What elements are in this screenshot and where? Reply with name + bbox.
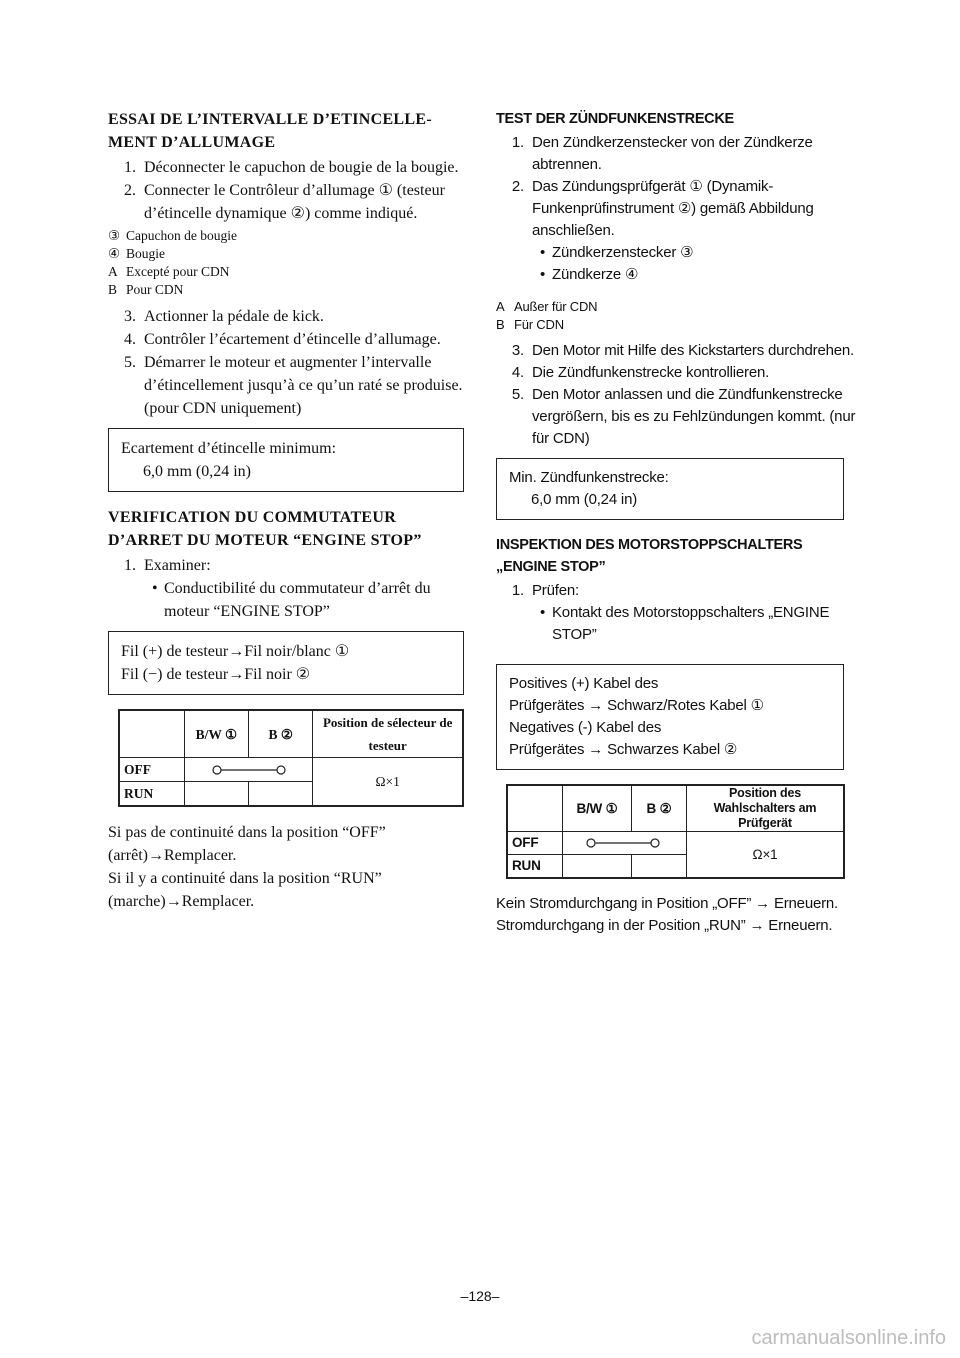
de-continuity-table [506,784,845,879]
de-step-3: 3. Den Motor mit Hilfe des Kickstarters durchdrehen. [511,342,854,359]
de-legend-item: A Außer für CDN [496,299,598,314]
page-number: –128– [460,1288,500,1304]
fr-step-5: 5. Démarrer le moteur et augmenter l’intervalle d’étincellement jusqu’à ce qu’un raté se produise. (pour CDN uniquement) [124,354,463,417]
fr-steps-1 [108,156,464,225]
de-steps-3 [496,580,856,602]
fr-table-header: B/W ① [184,710,248,758]
de-heading-engine-stop: INSPEKTION DES MOTORSTOPPSCHALTERS „ENGINE STOP” [496,537,803,575]
watermark: carmanualsonline.info [751,1327,946,1349]
de-table-header: B/W ① [563,785,632,832]
bullet-icon: • [540,266,546,283]
fr-spec-label: Ecartement d’étincelle minimum: [121,440,337,457]
fr-lead-positive: Fil (+) de testeur→Fil noir/blanc ① [121,643,350,660]
fr-heading-engine-stop: VERIFICATION DU COMMUTATEUR D’ARRET DU MOTEUR “ENGINE STOP” [108,509,422,549]
fr-table-corner [119,710,184,758]
bullet-icon: • [152,580,158,597]
fr-step-2: 2. Connecter le Contrôleur d’allumage ① (testeur d’étincelle dynamique ②) comme indiqué. [124,182,445,222]
fr-table-row-label: OFF [119,758,184,782]
de-table-range: Ω×1 [687,832,845,879]
de-table-cell [563,855,632,879]
fr-legend-item: ④ Bougie [108,246,165,261]
de-step-1: 1. Den Zündkerzenstecker von der Zündkerze abtrennen. [511,134,813,173]
fr-table-row-label: RUN [119,782,184,807]
fr-table-cell [184,782,248,807]
fr-legend-item: B Pour CDN [108,282,184,297]
de-spec-box [496,458,844,520]
de-leads-box [496,664,844,770]
fr-step-examine: 1. Examiner: [124,557,211,574]
de-step-2: 2. Das Zündungsprüfgerät ① (Dynamik-Funkenprüfinstrument ②) gemäß Abbildung anschließen. [511,178,814,239]
continuity-connector [184,758,313,782]
de-table-cell [632,855,687,879]
fr-table-cell [249,782,313,807]
de-para: Kein Stromdurchgang in Position „OFF” → Erneuern. [496,895,839,912]
de-lead-line: Prüfgerätes → Schwarz/Rotes Kabel ① [509,697,764,714]
fr-legend-item: ③ Capuchon de bougie [108,228,237,243]
de-step-5: 5. Den Motor anlassen und die Zündfunkenstrecke vergrößern, bis es zu Fehlzündungen kommt. (nur für CDN) [511,386,856,447]
fr-table-header: Position de sélecteur de testeur [313,710,463,758]
fr-continuity-table [118,709,464,807]
fr-table-range: Ω×1 [313,758,463,807]
fr-steps-3 [108,554,464,577]
fr-table-header: B ② [249,710,313,758]
fr-step-3: 3. Actionner la pédale de kick. [124,308,324,325]
fr-legend-item: A Excepté pour CDN [108,264,230,279]
fr-spec-box [108,428,464,492]
fr-leads-box [108,631,464,695]
de-heading-spark-gap-test: TEST DER ZÜNDFUNKENSTRECKE [496,111,734,127]
german-column [496,108,856,937]
fr-step-4: 4. Contrôler l’écartement d’étincelle d’allumage. [124,331,441,348]
bullet-icon: • [540,244,546,261]
de-lead-line: Positives (+) Kabel des [509,675,659,692]
de-step-4: 4. Die Zündfunkenstrecke kontrollieren. [511,364,770,381]
de-table-header: Position des Wahlschalters am Prüfgerät [687,785,845,832]
de-lead-line: Prüfgerätes → Schwarzes Kabel ② [509,741,738,758]
de-table-row-label: OFF [507,832,563,855]
fr-steps-2 [108,305,464,420]
de-bullet: • Zündkerzenstecker ③ [496,242,856,264]
fr-spec-value: 6,0 mm (0,24 in) [143,463,251,480]
fr-para: Si il y a continuité dans la position “RUN” (marche)→Remplacer. [108,870,382,910]
de-legend-item: B Für CDN [496,317,564,332]
de-bullet: • Kontakt des Motorstoppschalters „ENGINE STOP” [496,602,856,646]
de-steps-1 [496,132,856,242]
de-legend [496,298,856,334]
de-steps-2 [496,340,856,450]
fr-lead-negative: Fil (−) de testeur→Fil noir ② [121,666,311,683]
de-para: Stromdurchgang in der Position „RUN” → Erneuern. [496,917,833,934]
de-lead-line: Negatives (-) Kabel des [509,719,662,736]
continuity-connector [563,832,687,855]
fr-step-1: 1. Déconnecter le capuchon de bougie de la bougie. [124,159,459,176]
bullet-icon: • [540,604,546,621]
de-table-row-label: RUN [507,855,563,879]
de-table-header: B ② [632,785,687,832]
de-bullet: • Zündkerze ④ [496,264,856,286]
french-column [108,108,464,913]
de-spec-label: Min. Zündfunkenstrecke: [509,469,669,486]
de-step-examine: 1. Prüfen: [511,582,579,599]
de-table-corner [507,785,563,832]
de-spec-value: 6,0 mm (0,24 in) [531,491,638,508]
fr-legend [108,227,464,299]
fr-heading-spark-gap-test: ESSAI DE L’INTERVALLE D’ETINCELLE-MENT D’ALLUMAGE [108,111,432,151]
fr-bullet: • Conductibilité du commutateur d’arrêt du moteur “ENGINE STOP” [108,577,464,623]
fr-para: Si pas de continuité dans la position “OFF” (arrêt)→Remplacer. [108,824,386,864]
